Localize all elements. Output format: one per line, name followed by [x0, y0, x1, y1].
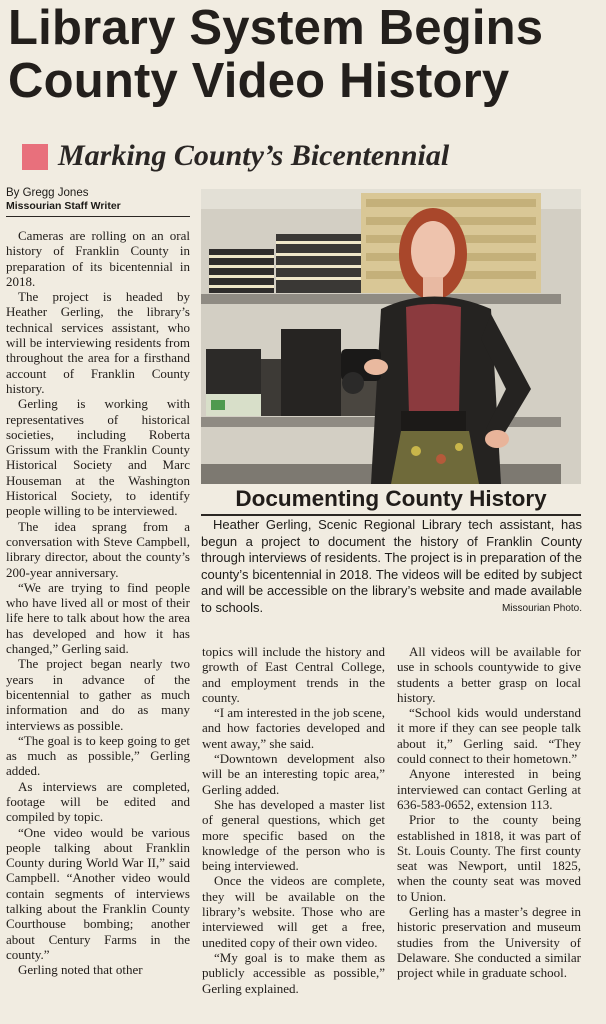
paragraph: Prior to the county being established in 1818, it was part of St. Louis County. The first county seat was Newport, until 1825, when the county seat was moved to Union.	[397, 812, 581, 904]
paragraph: “School kids would understand it more if they can see people talk about it,” Gerling said. “They could connect to their hometown.”	[397, 705, 581, 767]
byline-title: Missourian Staff Writer	[6, 200, 190, 217]
headline: Library System Begins County Video History	[8, 1, 544, 108]
subhead: Marking County’s Bicentennial	[58, 139, 450, 172]
accent-square-icon	[22, 144, 48, 170]
photo-illustration	[201, 189, 581, 484]
paragraph: “I am interested in the job scene, and how factories developed and went away,” she said.	[202, 705, 385, 751]
paragraph: Gerling noted that other	[18, 962, 143, 978]
paragraph: The idea sprang from a conversation with Steve Campbell, library director, about the county’s 200-year anniversary.	[6, 518, 190, 580]
paragraph: Once the videos are complete, they will be available on the library’s website. Those who are interviewed will get a free, unedited copy of their own video.	[202, 873, 385, 950]
paragraph: The project is headed by Heather Gerling, the library’s technical services assistant, who will be interviewing residents from throughout the area for a firsthand account of Franklin County history.	[6, 289, 190, 396]
paragraph: “One video would be various people talking about Franklin County during World War II,” said Campbell. “Another video would contain segments of interviews talking about the Franklin County Courthouse bombing; another about Century Farms in the county.”	[6, 824, 190, 962]
photo-caption-text: Heather Gerling, Scenic Regional Library tech assistant, has begun a project to document the history of Franklin County through interviews of residents. The project is in preparation of the county’s bicentennial in 2018. The videos will be edited by subject and will be accessible on the library’s website and made available to schools.	[201, 517, 582, 615]
paragraph: As interviews are completed, footage will be edited and compiled by topic.	[6, 778, 190, 825]
article-column-2	[202, 644, 385, 996]
paragraph: Cameras are rolling on an oral history of Franklin County in preparation of its bicentennial in 2018.	[6, 228, 190, 289]
paragraph: “Downtown development also will be an interesting topic area,” Gerling added.	[202, 751, 385, 797]
paragraph: “My goal is to make them as publicly accessible as possible,” Gerling explained.	[202, 949, 385, 996]
byline	[6, 186, 190, 217]
photo-credit: Missourian Photo.	[501, 602, 582, 614]
photo-caption-title: Documenting County History	[201, 484, 581, 516]
article-column-1	[6, 228, 190, 978]
paragraph: Anyone interested in being interviewed can contact Gerling at 636-583-0652, extension 113.	[397, 766, 581, 812]
paragraph: Gerling has a master’s degree in historic preservation and museum studies from the University of Delaware. She conducted a similar project while in graduate school.	[397, 904, 581, 981]
article-photo	[201, 189, 581, 484]
paragraph: She has developed a master list of general questions, which get more specific based on the knowledge of the person who is being interviewed.	[202, 796, 385, 874]
paragraph: All videos will be available for use in schools countywide to give students a better grasp on local history.	[397, 644, 581, 705]
byline-author: By Gregg Jones	[6, 187, 89, 199]
article-column-3	[397, 644, 581, 981]
paragraph: “The goal is to keep going to get as much as possible,” Gerling added.	[6, 732, 190, 779]
paragraph: topics will include the history and growth of East Central College, and employment trends in the county.	[202, 644, 385, 705]
photo-caption	[201, 517, 582, 618]
paragraph: The project began nearly two years in advance of the bicentennial to gather as much information and do as many interviews as possible.	[6, 656, 190, 733]
paragraph: “We are trying to find people who have lived all or most of their life here to talk about how the area has developed and how it has changed,” Gerling said.	[6, 579, 190, 657]
paragraph: Gerling is working with representatives of historical societies, including Roberta Grissum with the Franklin County Historical Society and Marc Houseman at the Washington Historical Society, to identify people willing to be interviewed.	[6, 396, 190, 519]
subhead-row	[22, 141, 592, 181]
